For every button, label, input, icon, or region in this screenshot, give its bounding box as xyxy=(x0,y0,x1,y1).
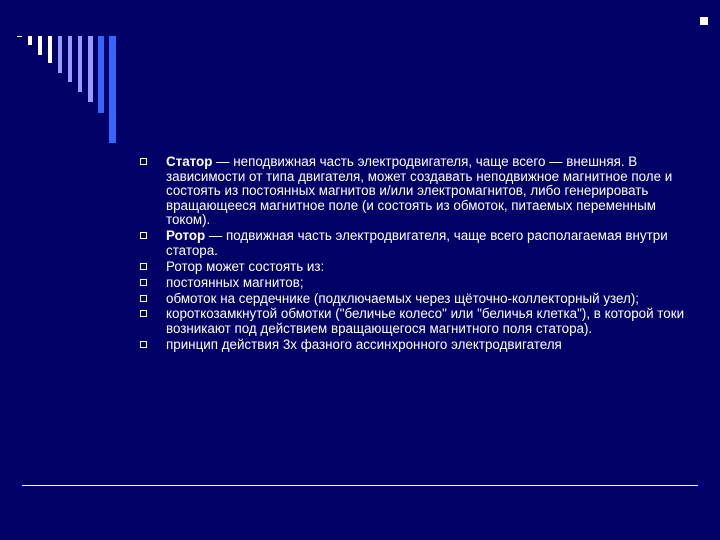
decorative-bar xyxy=(48,36,52,63)
decorative-bar xyxy=(68,36,72,82)
hollow-square-icon xyxy=(140,341,147,348)
bullet-item xyxy=(140,307,685,336)
bullet-item xyxy=(140,155,685,228)
bullet-text: короткозамкнутой обмотки ("беличье колесо" или "беличья клетка"), в которой токи возникают под действием вращающегося магнитного поля статора). xyxy=(166,306,685,337)
bullet-term: Ротор xyxy=(166,228,206,244)
hollow-square-icon xyxy=(140,295,147,302)
bullet-text: — неподвижная часть электродвигателя, чаще всего — внешняя. В зависимости от типа двигателя, может создавать неподвижное магнитное поле и состоять из постоянных магнитов и/или электромагнитов, либо генерировать вращающееся магнитное поле (и состоять из обмоток, питаемых переменным током). xyxy=(166,154,673,228)
bullet-item xyxy=(140,338,685,353)
bullet-term: Статор xyxy=(166,154,213,169)
hollow-square-icon xyxy=(140,158,147,165)
hollow-square-icon xyxy=(140,279,147,286)
bullet-text: принцип действия 3х фазного ассинхронного электродвигателя xyxy=(166,336,562,352)
bullet-text: Ротор может состоять из: xyxy=(166,258,325,274)
bullet-text: обмоток на сердечнике (подключаемых через щёточно-коллекторный узел); xyxy=(166,290,640,306)
hollow-square-icon xyxy=(140,263,147,270)
bullet-list xyxy=(140,155,685,354)
decorative-bar xyxy=(17,36,22,37)
decorative-bar xyxy=(98,36,104,113)
bullet-item xyxy=(140,292,685,307)
bullet-item xyxy=(140,229,685,258)
decorative-bar xyxy=(78,36,82,92)
hollow-square-icon xyxy=(140,310,147,317)
bullet-text: — подвижная часть электродвигателя, чаще всего располагаемая внутри статора. xyxy=(166,228,668,258)
decorative-bars xyxy=(0,0,720,160)
decorative-bar xyxy=(109,36,116,143)
decorative-bar xyxy=(88,36,93,102)
bullet-text: постоянных магнитов; xyxy=(166,274,304,290)
decorative-bar xyxy=(58,36,62,73)
top-right-square xyxy=(700,17,708,25)
hollow-square-icon xyxy=(140,232,147,239)
bottom-rule xyxy=(22,485,698,486)
bullet-item xyxy=(140,260,685,275)
bullet-item xyxy=(140,276,685,291)
decorative-bar xyxy=(38,36,42,55)
decorative-bar xyxy=(28,36,32,45)
